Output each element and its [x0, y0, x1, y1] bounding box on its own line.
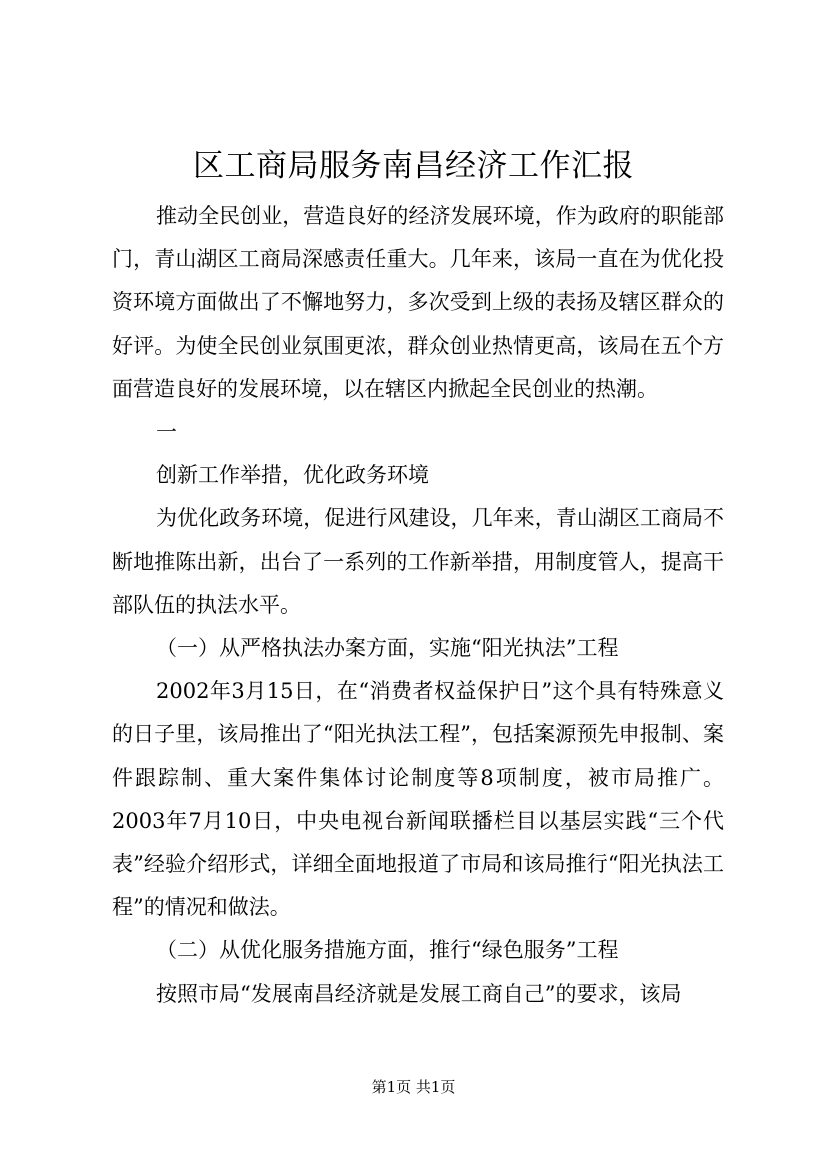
paragraph-intro: 推动全民创业，营造良好的经济发展环境，作为政府的职能部门，青山湖区工商局深感责任重大。几年来，该局一直在为优化投资环境方面做出了不懈地努力，多次受到上级的表扬及辖区群众的好评。为使全民创业氛围更浓，群众创业热情更高，该局在五个方面营造良好的发展环境，以在辖区内掀起全民创业的热潮。 — [112, 204, 724, 401]
section-number: 一 — [156, 420, 177, 445]
paragraph-subsection-2: 按照市局“发展南昌经济就是发展工商自己”的要求，该局 — [156, 981, 682, 1006]
subsection-heading-1: （一）从严格执法办案方面，实施“阳光执法”工程 — [156, 636, 619, 661]
page-footer: 第1页 共1页 — [371, 1078, 456, 1096]
document-body — [112, 195, 724, 1016]
section-heading: 创新工作举措，优化政务环境 — [156, 463, 429, 488]
paragraph-section-intro: 为优化政务环境，促进行风建设，几年来，青山湖区工商局不断地推陈出新，出台了一系列的工作新举措，用制度管人，提高干部队伍的执法水平。 — [112, 506, 724, 617]
subsection-heading-2: （二）从优化服务措施方面，推行“绿色服务”工程 — [156, 938, 619, 963]
document-title: 区工商局服务南昌经济工作汇报 — [193, 148, 634, 184]
paragraph-subsection-1: 2002年3月15日，在“消费者权益保护日”这个具有特殊意义的日子里，该局推出了“阳光执法工程”，包括案源预先申报制、案件跟踪制、重大案件集体讨论制度等8项制度，被市局推广。2003年7月10日，中央电视台新闻联播栏目以基层实践“三个代表”经验介绍形式，详细全面地报道了市局和该局推行“阳光执法工程”的情况和做法。 — [112, 679, 724, 920]
